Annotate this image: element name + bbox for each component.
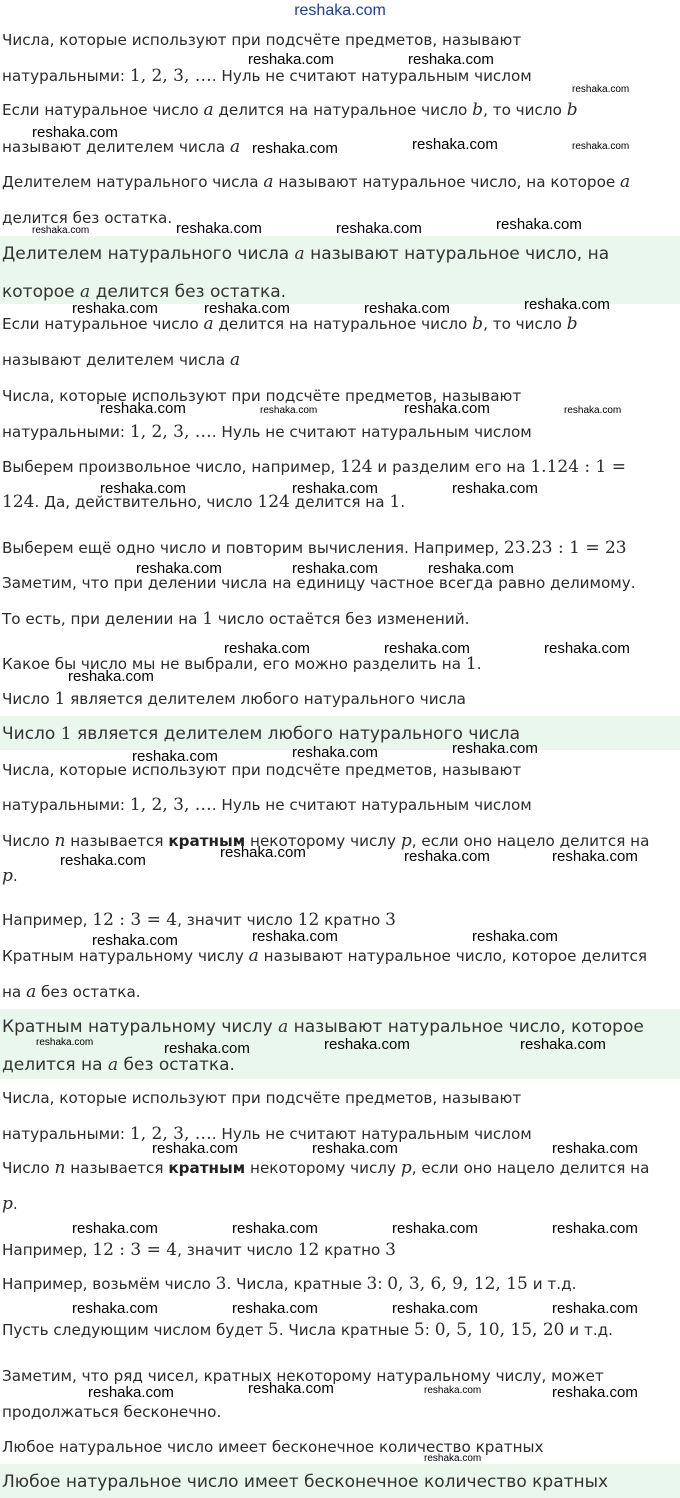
watermark-text: reshaka.com [552,1140,638,1157]
text-line: Кратным натуральному числу a называют натуральное число, которое [2,1017,644,1037]
watermark-text: reshaka.com [552,1220,638,1237]
text-line: натуральными: 1, 2, 3, …. Нуль не считают натуральным числом [2,66,532,86]
text-line: Число n называется кратным некоторому числу p, если оно нацело делится на [2,831,650,851]
watermark-text: reshaka.com [404,848,490,865]
watermark-text: reshaka.com [552,1300,638,1317]
text-line: называют делителем числа a [2,350,241,370]
text-line: называют делителем числа a [2,137,241,157]
watermark-text: reshaka.com [520,1036,606,1053]
text-line: Пусть следующим числом будет 5. Числа кратные 5: 0, 5, 10, 15, 20 и т.д. [2,1320,613,1340]
text-line: которое a делится без остатка. [2,282,287,302]
text-line: Выберем ещё одно число и повторим вычисления. Например, 23.23 : 1 = 23 [2,538,627,558]
watermark-text: reshaka.com [32,124,118,141]
text-line: Делителем натурального числа a называют натуральное число, на которое a [2,172,631,192]
watermark-text: reshaka.com [260,405,318,416]
text-line: Например, возьмём число 3. Числа, кратные 3: 0, 3, 6, 9, 12, 15 и т.д. [2,1274,577,1294]
text-line: Если натуральное число a делится на натуральное число b, то число b [2,100,578,120]
watermark-text: reshaka.com [384,640,470,657]
text-line: Числа, которые используют при подсчёте предметов, называют [2,31,522,49]
watermark-text: reshaka.com [424,1453,482,1464]
watermark-text: reshaka.com [392,1300,478,1317]
text-line: Любое натуральное число имеет бесконечное количество кратных [2,1438,544,1456]
watermark-text: reshaka.com [412,136,498,153]
watermark-text: reshaka.com [472,928,558,945]
watermark-text: reshaka.com [496,216,582,233]
watermark-text: reshaka.com [72,1220,158,1237]
text-line: Числа, которые используют при подсчёте предметов, называют [2,761,522,779]
watermark-text: reshaka.com [312,1140,398,1157]
watermark-text: reshaka.com [248,51,334,68]
watermark-text: reshaka.com [60,852,146,869]
text-line: Число 1 является делителем любого натурального числа [2,689,466,709]
text-line: Заметим, что ряд чисел, кратных некоторому натуральному числу, может [2,1367,604,1385]
watermark-text: reshaka.com [544,640,630,657]
text-line: делится без остатка. [2,209,173,227]
text-line: делится на a без остатка. [2,1055,235,1075]
text-line: продолжаться бесконечно. [2,1403,222,1421]
watermark-text: reshaka.com [92,932,178,949]
watermark-text: reshaka.com [100,400,186,417]
watermark-text: reshaka.com [572,84,630,95]
watermark-text: reshaka.com [232,1300,318,1317]
text-line: Числа, которые используют при подсчёте предметов, называют [2,1089,522,1107]
watermark-text: reshaka.com [552,848,638,865]
watermark-text: reshaka.com [136,560,222,577]
watermark-text: reshaka.com [564,405,622,416]
text-line: 124. Да, действительно, число 124 делится на 1. [2,492,406,512]
watermark-text: reshaka.com [428,560,514,577]
watermark-text: reshaka.com [336,220,422,237]
watermark-text: reshaka.com [424,1385,482,1396]
text-line: Какое бы число мы не выбрали, его можно разделить на 1. [2,654,482,674]
watermark-text: reshaka.com [252,140,338,157]
watermark-text: reshaka.com [252,928,338,945]
site-header[interactable]: reshaka.com [294,2,386,19]
watermark-text: reshaka.com [204,300,290,317]
watermark-text: reshaka.com [72,300,158,317]
watermark-text: reshaka.com [152,1140,238,1157]
watermark-text: reshaka.com [176,220,262,237]
watermark-text: reshaka.com [224,640,310,657]
watermark-text: reshaka.com [572,141,630,152]
watermark-text: reshaka.com [524,296,610,313]
watermark-text: reshaka.com [452,480,538,497]
text-line: Выберем произвольное число, например, 124 и разделим его на 1.124 : 1 = [2,457,627,477]
text-line: Число 1 является делителем любого натурального числа [2,724,521,744]
watermark-text: reshaka.com [32,225,90,236]
text-line: Числа, которые используют при подсчёте предметов, называют [2,387,522,405]
text-line: Заметим, что при делении числа на единицу частное всегда равно делимому. [2,574,636,592]
watermark-text: reshaka.com [132,748,218,765]
text-line: p. [2,1194,18,1214]
watermark-text: reshaka.com [248,1380,334,1397]
watermark-text: reshaka.com [292,744,378,761]
watermark-text: reshaka.com [552,1384,638,1401]
text-line: То есть, при делении на 1 число остаётся без изменений. [2,609,470,629]
watermark-text: reshaka.com [364,300,450,317]
watermark-text: reshaka.com [164,1040,250,1057]
watermark-text: reshaka.com [100,480,186,497]
text-line: Например, 12 : 3 = 4, значит число 12 кратно 3 [2,910,396,930]
text-line: натуральными: 1, 2, 3, …. Нуль не считают натуральным числом [2,795,532,815]
watermark-text: reshaka.com [324,1036,410,1053]
watermark-text: reshaka.com [36,1037,94,1048]
text-line: Число n называется кратным некоторому числу p, если оно нацело делится на [2,1158,650,1178]
text-line: Если натуральное число a делится на натуральное число b, то число b [2,314,578,334]
text-line: Кратным натуральному числу a называют натуральное число, которое делится [2,946,648,966]
watermark-text: reshaka.com [292,480,378,497]
watermark-text: reshaka.com [408,51,494,68]
watermark-text: reshaka.com [404,400,490,417]
watermark-text: reshaka.com [220,844,306,861]
text-line: натуральными: 1, 2, 3, …. Нуль не считают натуральным числом [2,1124,532,1144]
text-line: Делителем натурального числа a называют натуральное число, на [2,244,610,264]
text-line: на a без остатка. [2,982,141,1002]
text-line: Например, 12 : 3 = 4, значит число 12 кратно 3 [2,1240,396,1260]
watermark-text: reshaka.com [292,560,378,577]
text-line: натуральными: 1, 2, 3, …. Нуль не считают натуральным числом [2,422,532,442]
watermark-text: reshaka.com [452,740,538,757]
text-line: Любое натуральное число имеет бесконечное количество кратных [2,1472,609,1492]
watermark-text: reshaka.com [88,1384,174,1401]
text-line: p. [2,866,18,886]
watermark-text: reshaka.com [232,1220,318,1237]
watermark-text: reshaka.com [72,1300,158,1317]
definition-box [0,1464,680,1498]
definition-box [0,236,680,304]
watermark-text: reshaka.com [68,668,154,685]
watermark-text: reshaka.com [392,1220,478,1237]
